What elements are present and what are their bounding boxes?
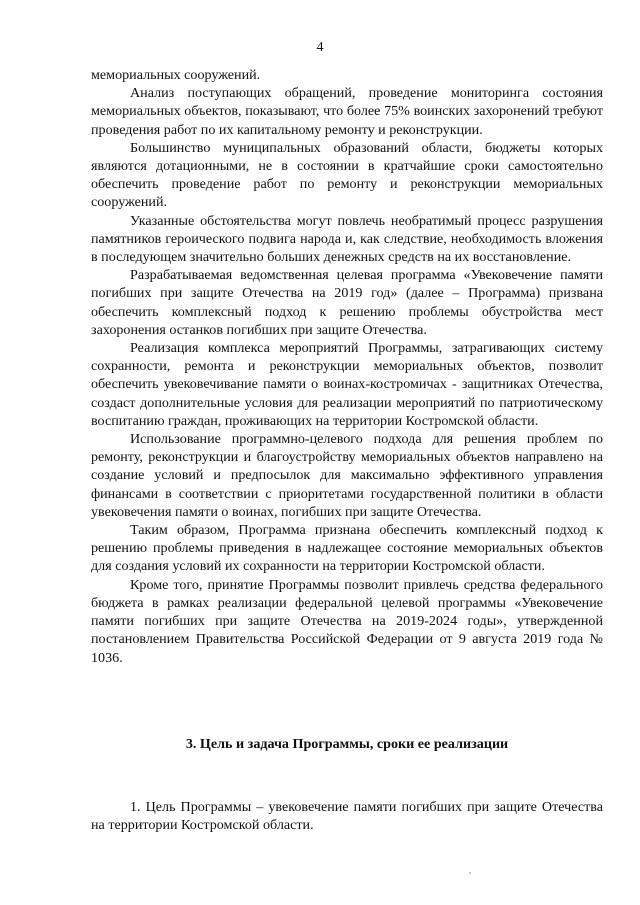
paragraph-program-purpose: Разрабатываемая ведомственная целевая программа «Увековечение памяти погибших при защите Отечества на 2019 год» (далее – Программа) призвана обеспечить комплексный подход к решению проблемы обустройства мест захоронения останков погибших при защите Отечества.	[91, 267, 603, 338]
page-number: 4	[316, 40, 324, 55]
paragraph-monitoring-analysis: Анализ поступающих обращений, проведение мониторинга состояния мемориальных объектов, показывают, что более 75% воинских захоронений требуют проведения работ по их капитальному ремонту и реконструкции.	[91, 85, 603, 138]
section-heading: 3. Цель и задача Программы, сроки ее реализации	[185, 736, 509, 752]
paragraph-continuation: мемориальных сооружений.	[91, 67, 261, 83]
goal-section	[91, 798, 603, 834]
paragraph-federal-funding: Кроме того, принятие Программы позволит привлечь средства федерального бюджета в рамках реализации федеральной целевой программы «Увековечение памяти погибших при защите Отечества на 2019-2024 годы», утвержденной постановлением Правительства Российской Федерации от 9 августа 2019 года № 1036.	[91, 576, 603, 666]
paragraph-irreversible-destruction: Указанные обстоятельства могут повлечь необратимый процесс разрушения памятников героического подвига народа и, как следствие, необходимость вложения в последующем значительно больших денежных средств на их восстановление.	[91, 212, 603, 266]
paragraph-program-targeted-approach: Использование программно-целевого подхода для решения проблем по ремонту, реконструкции и благоустройству мемориальных объектов направлено на создание условий и предпосылок для максимально эффективного управления финансами в соответствии с приоритетами государственной политики в области увековечения памяти о воинах, погибших при защите Отечества.	[91, 431, 603, 520]
goal-paragraph: 1. Цель Программы – увековечение памяти погибших при защите Отечества на территории Костромской области.	[91, 799, 603, 834]
body-text	[91, 66, 603, 667]
scan-artifact	[469, 872, 471, 874]
paragraph-program-implementation: Реализация комплекса мероприятий Программы, затрагивающих систему сохранности, ремонта и реконструкции мемориальных объектов, позволит обеспечить увековечивание памяти о воинах-костромичах - защитниках Отечества, создаст дополнительные условия для реализации мероприятий по патриотическому воспитанию граждан, проживающих на территории Костромской области.	[91, 340, 603, 429]
paragraph-conclusion: Таким образом, Программа признана обеспечить комплексный подход к решению проблемы приведения в надлежащее состояние мемориальных объектов для создания условий их сохранности на территории Костромской области.	[91, 522, 603, 575]
paragraph-municipal-budgets: Большинство муниципальных образований области, бюджеты которых являются дотационными, не в состоянии в кратчайшие сроки самостоятельно обеспечить проведение работ по ремонту и реконструкции мемориальных сооружений.	[91, 139, 603, 211]
